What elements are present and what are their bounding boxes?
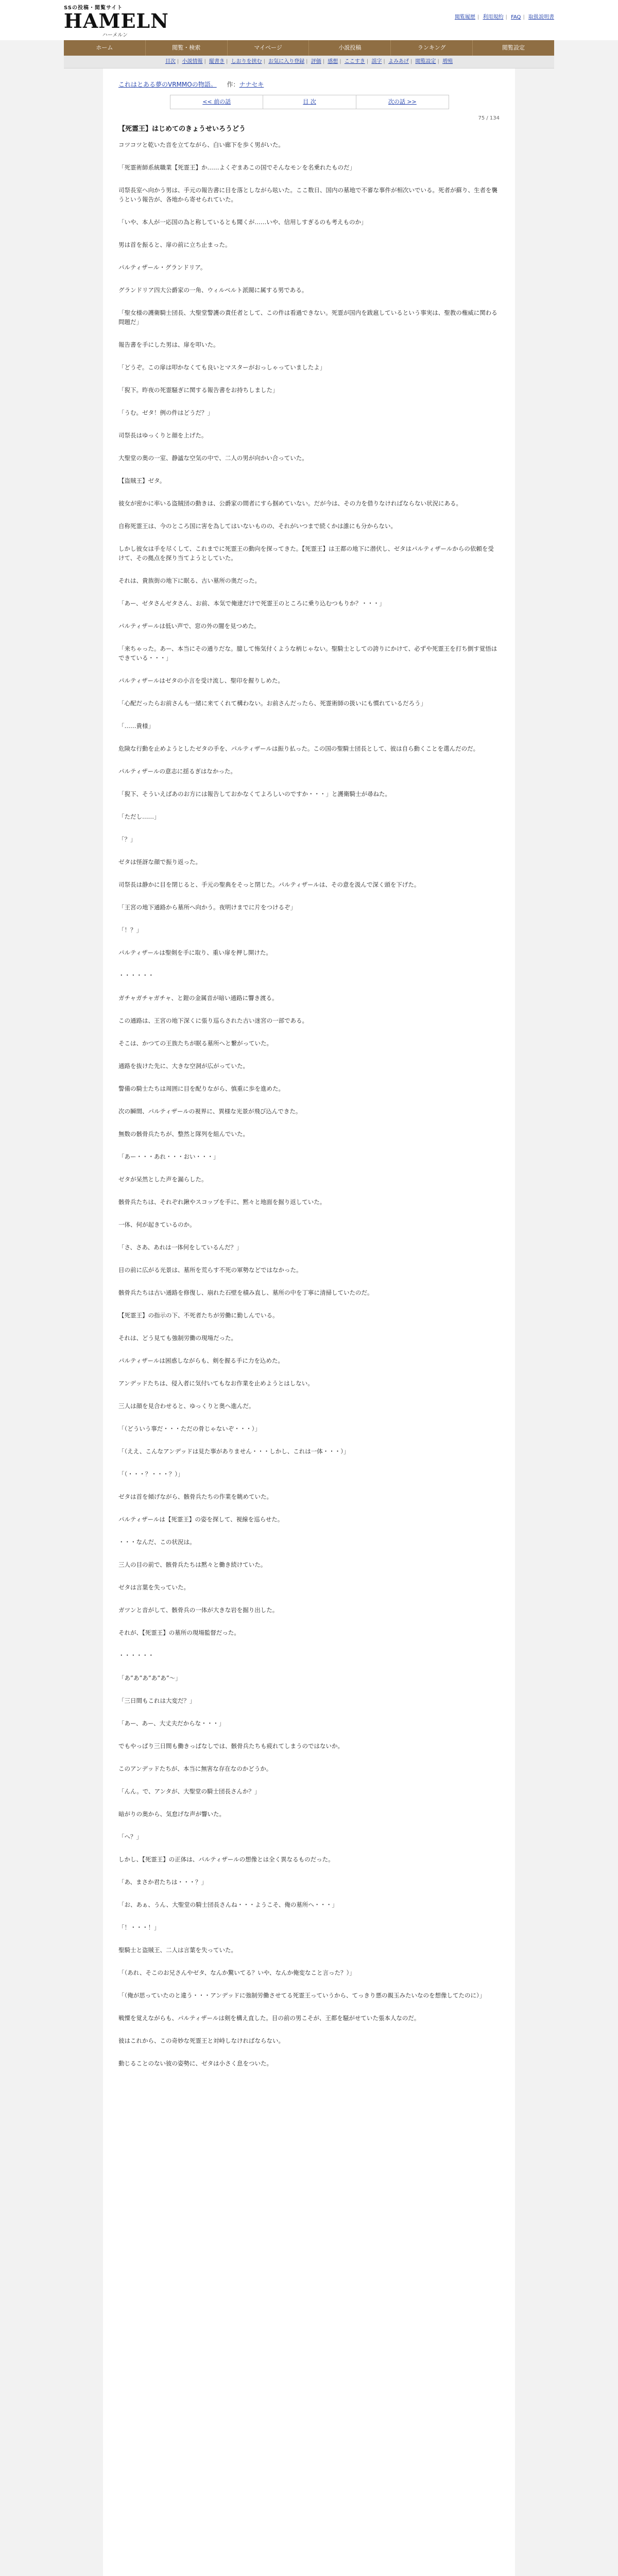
body-paragraph: パルティザール・グランドリア。 [118,264,207,271]
body-paragraph: 「ただし……」 [118,813,160,820]
body-paragraph: 危険な行動を止めようとしたゼタの手を、パルティザールは振り払った。この国の聖騎士団長として、彼は自ら動くことを選んだのだ。 [118,745,479,752]
body-paragraph: そこは、かつての王族たちが眠る墓所へと繋がっていた。 [118,1040,272,1047]
author-link[interactable]: ナナセキ [239,81,264,88]
body-paragraph: 暗がりの奥から、気怠げな声が響いた。 [118,1810,225,1818]
subnav-typo[interactable]: 誤字 [371,59,382,64]
body-paragraph: アンデッドたちは、侵入者に気付いてもなお作業を止めようとはしない。 [118,1380,314,1387]
novel-title-link[interactable]: これはとある夢のVRMMOの物語。 [118,81,217,88]
body-paragraph: 骸骨兵たちは、それぞれ鍬やスコップを手に、黙々と地面を掘り返していた。 [118,1198,326,1206]
history-link[interactable]: 閲覧履歴 [454,14,475,20]
author-prefix: 作： [227,81,239,88]
body-paragraph: 「どうぞ。この扉は叩かなくても良いとマスターがおっしゃっていましたよ」 [118,364,326,371]
subnav-favorite[interactable]: お気に入り登録 [268,59,305,64]
body-paragraph: 「お、あぁ、うん、大聖堂の騎士団長さんね・・・ようこそ、俺の墓所へ・・・」 [118,1901,338,1908]
body-paragraph: 「あ”あ”あ”あ”あ”～」 [118,1674,181,1682]
body-paragraph: しかし、【死霊王】の正体は、パルティザールの想像とは全く異なるものだった。 [118,1856,334,1863]
body-paragraph: 戦慄を覚えながらも、パルティザールは剣を構え直した。目の前の男こそが、王都を騒がせていた張本人なのだ。 [118,2014,420,2022]
body-paragraph: ゼタは言葉を失っていた。 [118,1584,190,1591]
subnav-info[interactable]: 小説情報 [182,59,203,64]
body-paragraph: 通路を抜けた先に、大きな空洞が広がっていた。 [118,1062,249,1070]
body-paragraph: このアンデッドたちが、本当に無害な存在なのかどうか。 [118,1765,272,1772]
nav-settings[interactable]: 閲覧設定 [502,44,525,51]
body-paragraph: 「（・・・？・・・？）」 [118,1470,184,1478]
body-paragraph: 「あー・・・あれ・・・おい・・・」 [118,1153,219,1160]
body-paragraph: ゼタが呆然とした声を漏らした。 [118,1176,208,1183]
body-paragraph: 司祭長室へ向かう男は、手元の報告書に目を落としながら呟いた。ここ数日、国内の墓地で不審な事件が相次いでいる。死者が蘇り、生者を襲うという報告が、各地から寄せられていた。 [118,187,497,203]
body-paragraph: 「（どういう事だ・・・ただの骨じゃないぞ・・・）」 [118,1425,261,1432]
body-paragraph: 「王宮の地下通路から墓所へ向かう。夜明けまでに片をつけるぞ」 [118,904,296,911]
nav-browse[interactable]: 閲覧・検索 [146,40,228,56]
body-paragraph: 「あー、ゼタさんゼタさん、お前、本気で俺達だけで死霊王のところに乗り込むつもりか？・・・」 [118,600,385,607]
body-paragraph: しかし彼女は手を尽くして、これまでに死霊王の動向を探ってきた。【死霊王】は王都の地下に潜伏し、ゼタはパルティザールからの依頼を受けて、その拠点を探り当てようとしていた。 [118,545,494,562]
subnav-readaloud[interactable]: よみあげ [388,59,409,64]
body-paragraph: 「猊下。昨夜の死霊騒ぎに関する報告書をお持ちしました」 [118,386,279,394]
body-paragraph: 司祭長は静かに目を閉じると、手元の聖典をそっと閉じた。パルティザールは、その意を汲んで深く頭を下げた。 [118,881,420,888]
chapter-counter: 75 / 134 [478,115,500,121]
subnav-more[interactable]: 増殖 [442,59,453,64]
body-paragraph: 男は首を振ると、扉の前に立ち止まった。 [118,241,231,248]
body-paragraph: 聖騎士と盗賊王、二人は言葉を失っていた。 [118,1946,237,1954]
body-paragraph: 「？」 [118,836,136,843]
body-paragraph: 骸骨兵たちは古い通路を修復し、崩れた石壁を積み直し、墓所の中を丁寧に清掃していたのだ。 [118,1289,373,1296]
nav-home[interactable]: ホーム [64,40,146,56]
body-paragraph: 「（ええ、こんなアンデッドは見た事がありません・・・しかし、これは一体・・・）」 [118,1448,350,1455]
chapter-title: 【死霊王】はじめてのきょうせいろうどう [118,125,246,133]
body-paragraph: 「さ、さあ、あれは一体何をしているんだ？」 [118,1244,243,1251]
body-paragraph: 【盗賊王】ゼタ。 [118,477,166,484]
nav-post[interactable]: 小説投稿 [309,40,391,56]
body-paragraph: それは、貴族街の地下に眠る、古い墓所の奥だった。 [118,577,261,584]
terms-link[interactable]: 利用規約 [483,14,504,20]
body-paragraph: 「来ちゃった。あー、本当にその通りだな。臆して怖気付くような柄じゃない。聖騎士としての誇りにかけて、必ずや死霊王を打ち倒す覚悟はできている・・・」 [118,645,497,662]
body-paragraph: ・・・・・・ [118,972,154,979]
logo-kana: ハーメルン [102,32,128,38]
body-paragraph: ガチャガチャガチャ、と鎧の金属音が暗い通路に響き渡る。 [118,994,278,1002]
body-paragraph: 「へ？」 [118,1833,142,1840]
body-paragraph: 大聖堂の奥の一室、静謐な空気の中で、二人の男が向かい合っていた。 [118,454,308,462]
subnav-bookmark[interactable]: しおりを挟む [231,59,262,64]
body-paragraph: 「あー、あー、大丈夫だからな・・・」 [118,1720,225,1727]
body-paragraph: 「三日間もこれは大変だ？」 [118,1697,196,1704]
main-nav [64,40,554,56]
body-paragraph: グランドリア四大公爵家の一角、ウィルベルト派閥に属する男である。 [118,286,308,294]
body-paragraph: 「うむ。ゼタ！例の件はどうだ？」 [118,409,213,416]
body-paragraph: 「（俺が思っていたのと違う・・・アンデッドに強制労働させてる死霊王っていうから、てっきり悪の親玉みたいなのを想像してたのに）」 [118,1992,486,1999]
chapter-text [103,133,515,2068]
nav-mypage[interactable]: マイページ [228,40,310,56]
author-line [227,81,264,88]
logo-tagline: SSの投稿・閲覧サイト [64,5,123,11]
subnav-rate[interactable]: 評価 [311,59,321,64]
body-paragraph: この通路は、王宮の地下深くに張り巡らされた古い迷宮の一部である。 [118,1017,308,1024]
faq-link[interactable]: FAQ [511,14,521,20]
body-paragraph: 「心配だったらお前さんも一緒に来てくれて構わない。お前さんだったら、死霊術師の扱いにも慣れているだろう」 [118,700,426,707]
body-paragraph: ・・・・・・ [118,1652,154,1659]
subnav-display[interactable]: 閲覧設定 [415,59,436,64]
body-paragraph: 報告書を手にした男は、扉を叩いた。 [118,341,219,348]
nav-ranking[interactable]: ランキング [391,40,473,56]
body-paragraph: 三人は顔を見合わせると、ゆっくりと奥へ進んだ。 [118,1402,255,1410]
subnav-vertical[interactable]: 縦書き [209,59,225,64]
body-paragraph: パルティザールはゼタの小言を受け流し、聖印を握りしめた。 [118,677,284,684]
logo-wordmark: HAMELN [64,9,169,32]
body-paragraph: 「聖女様の護衛騎士団長、大聖堂警護の責任者として、この件は看過できない。死霊が国内を跋扈しているという事実は、聖教の権威に関わる問題だ」 [118,309,497,326]
body-paragraph: 司祭長はゆっくりと顔を上げた。 [118,432,208,439]
body-paragraph: パルティザールの意志に揺るぎはなかった。 [118,768,236,775]
body-paragraph: それは、どう見ても強制労働の現場だった。 [118,1334,237,1342]
next-chapter-link[interactable]: 次の話 >> [388,98,417,105]
body-paragraph: コツコツと乾いた音を立てながら、白い廊下を歩く男がいた。 [118,141,284,148]
body-paragraph: 「！？」 [118,926,142,934]
body-paragraph: ゼタは首を傾げながら、骸骨兵たちの作業を眺めていた。 [118,1493,272,1500]
body-paragraph: パルティザールは【死霊王】の姿を探して、視線を巡らせた。 [118,1516,284,1523]
subnav-review[interactable]: 感想 [328,59,338,64]
body-paragraph: 「いや、本人が一応国の為と称しているとも聞くが……いや、信用しすぎるのも考えものか」 [118,218,367,226]
body-paragraph: 無数の骸骨兵たちが、整然と隊列を組んでいた。 [118,1130,249,1138]
body-paragraph: パルティザールは低い声で、窓の外の闇を見つめた。 [118,622,260,630]
body-paragraph: ゼタは怪訝な顔で振り返った。 [118,858,201,866]
body-paragraph: 自称死霊王は、今のところ国に害を為してはいないものの、それがいつまで続くかは誰にも分からない。 [118,522,397,530]
site-logo[interactable] [64,3,169,38]
body-paragraph: 彼女が密かに率いる盗賊団の動きは、公爵家の間者にすら掴めていない。だが今は、その力を借りなければならない状況にある。 [118,500,462,507]
body-paragraph: 三人の目の前で、骸骨兵たちは黙々と働き続けていた。 [118,1561,267,1568]
body-paragraph: 「んん。で、アンタが、大聖堂の騎士団長さんか？」 [118,1788,261,1795]
body-paragraph: パルティザールは聖剣を手に取り、重い扉を押し開けた。 [118,949,272,956]
body-paragraph: 「死霊術師系統職業【死霊王】か……よくぞまあこの国でそんなモンを名乗れたものだ」 [118,164,355,171]
subnav-toc[interactable]: 目次 [165,59,176,64]
body-paragraph: 「あ、まさか君たちは・・・？」 [118,1878,208,1886]
body-paragraph: パルティザールは困惑しながらも、剣を握る手に力を込めた。 [118,1357,284,1364]
novel-body [103,69,515,2576]
body-paragraph: 動じることのない彼の姿勢に、ゼタは小さく息をついた。 [118,2060,272,2067]
body-paragraph: 一体、何が起きているのか。 [118,1221,196,1228]
body-paragraph: 「……貴様」 [118,722,154,730]
subnav-like[interactable]: ここすき [344,59,365,64]
novel-header [103,69,515,89]
body-paragraph: ガツンと音がして、骸骨兵の一体が大きな岩を掘り出した。 [118,1606,279,1614]
site-header [0,0,618,40]
body-paragraph: 「（あれ、そこのお兄さんやゼタ、なんか驚いてる？いや、なんか俺変なこと言った？）」 [118,1969,355,1976]
novel-subnav: 目次 | 小説情報 | 縦書き | しおりを挟む | お気に入り登録 | 評価 | 感想 | ここすき | 誤字 | よみあげ | 閲覧設定 | 増殖 [64,56,554,69]
body-paragraph: ・・・なんだ、この状況は。 [118,1538,196,1546]
body-paragraph: 目の前に広がる光景は、墓所を荒らす不死の軍勢などではなかった。 [118,1266,302,1274]
body-paragraph: 次の瞬間、パルティザールの視界に、異様な光景が飛び込んできた。 [118,1108,302,1115]
chapter-pager [170,95,449,109]
body-paragraph: 彼はこれから、この奇妙な死霊王と対峙しなければならない。 [118,2037,284,2044]
body-paragraph: 警備の騎士たちは周囲に目を配りながら、慎重に歩を進めた。 [118,1085,284,1092]
body-paragraph: 「猊下、そういえばあのお方には報告しておかなくてよろしいのですか・・・」と護衛騎士が尋ねた。 [118,790,391,798]
header-links: 閲覧履歴 | 利用規約 | FAQ | 取扱説明書 [454,14,554,20]
body-paragraph: それが、【死霊王】の墓所の現場監督だった。 [118,1629,240,1636]
manual-link[interactable]: 取扱説明書 [528,14,554,20]
body-paragraph: 「！・・・！」 [118,1924,160,1931]
toc-link[interactable]: 目 次 [303,98,316,105]
prev-chapter-link[interactable]: << 前の話 [202,98,231,105]
body-paragraph: でもやっぱり三日間も働きっぱなしでは、骸骨兵たちも疲れてしまうのではないか。 [118,1742,344,1750]
body-paragraph: 【死霊王】の指示の下、不死者たちが労働に勤しんでいる。 [118,1312,279,1319]
